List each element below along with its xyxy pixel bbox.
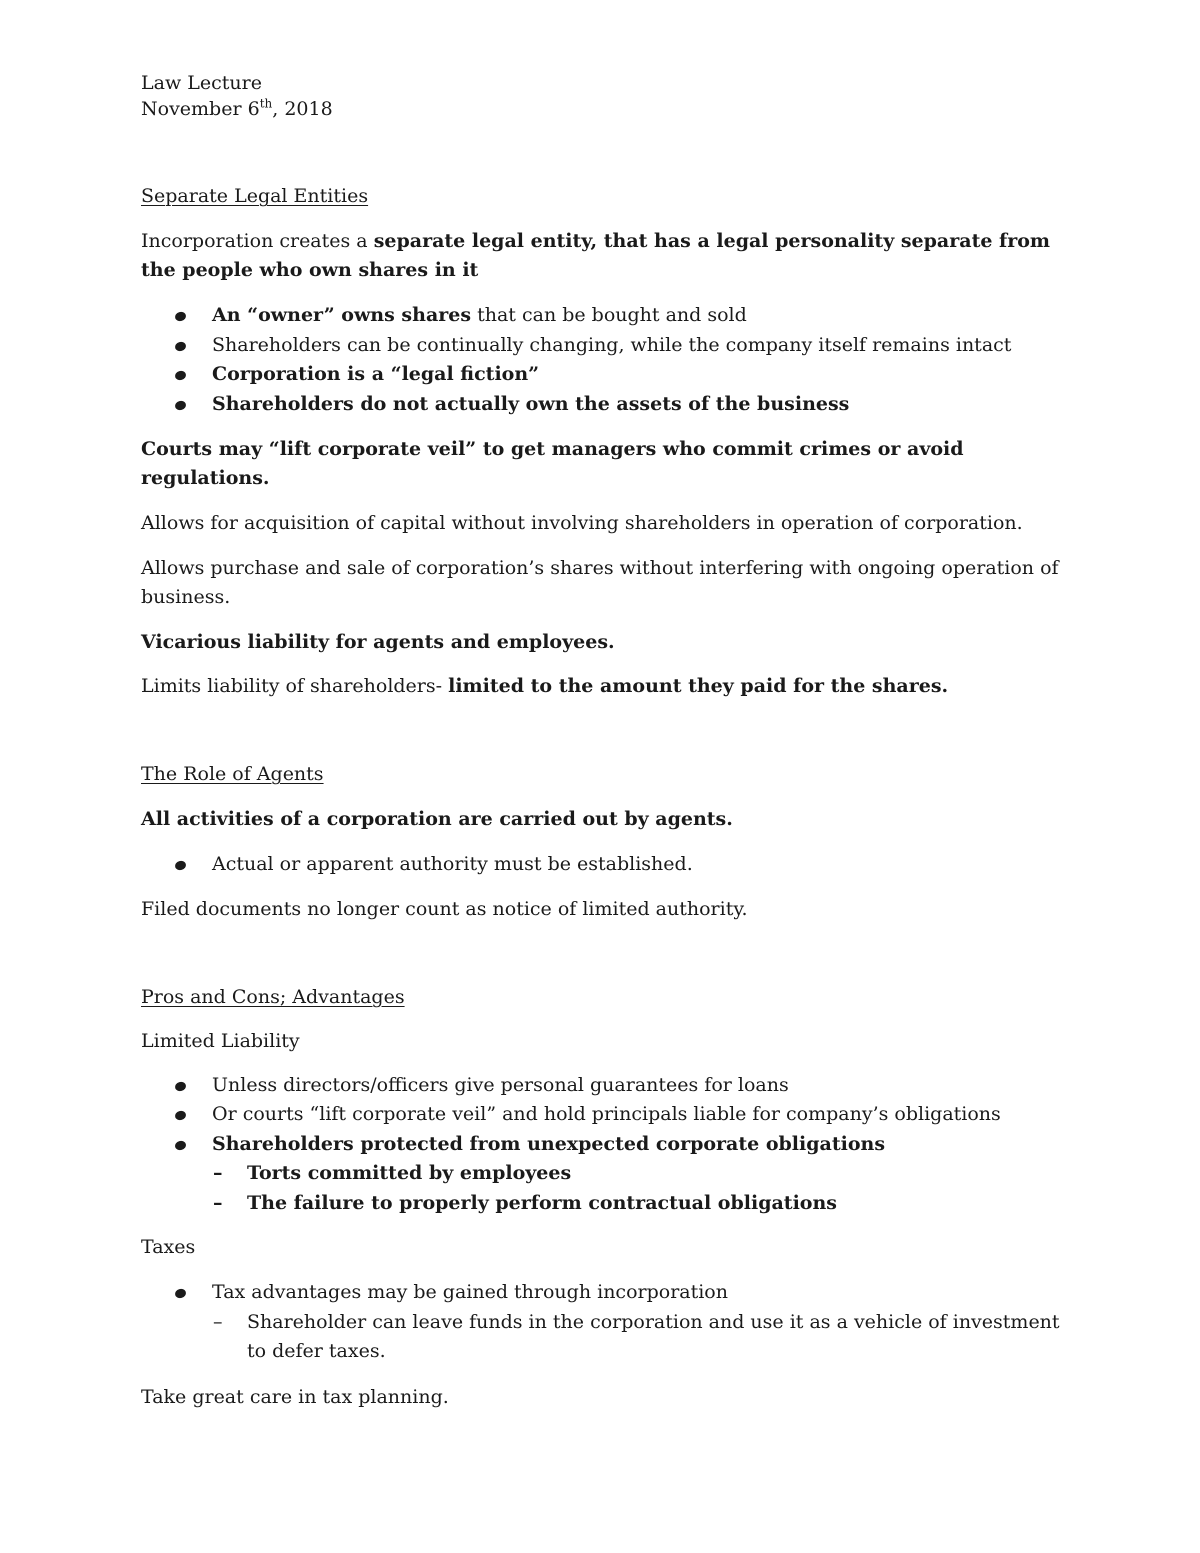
section-heading-role-of-agents: The Role of Agents (141, 763, 324, 785)
intro-plain-text: Incorporation creates a (141, 230, 374, 252)
bullet-dot-icon (174, 1080, 187, 1092)
document-page (141, 70, 1071, 1412)
bullet-bold-text: Shareholders do not actually own the assets of the business (212, 392, 850, 415)
bullet-bold-text: Shareholders protected from unexpected corporate obligations (212, 1132, 886, 1155)
agents-bullet-list (141, 850, 1071, 880)
taxes-dash-list (141, 1308, 1071, 1367)
incorporation-paragraph (141, 227, 1071, 285)
bullet-plain-text: Or courts “lift corporate veil” and hold principals liable for company’s obligations (212, 1103, 1001, 1125)
course-title: Law Lecture (141, 72, 262, 94)
limited-liability-dash-list (141, 1159, 1071, 1218)
dash-marker: – (213, 1191, 223, 1214)
bullet-bold-text: Corporation is a “legal fiction” (212, 363, 540, 385)
limits-paragraph (141, 672, 1071, 701)
list-item (141, 1130, 1071, 1160)
tax-planning-paragraph: Take great care in tax planning. (141, 1385, 449, 1408)
bullet-dot-icon (174, 1110, 187, 1122)
date-superscript: th (259, 96, 273, 111)
list-item (141, 1100, 1071, 1130)
list-item (141, 1159, 1071, 1189)
bullet-dot-icon (174, 1139, 187, 1151)
bullet-bold-text: An “owner” owns shares (212, 304, 472, 326)
limited-liability-bullet-list (141, 1071, 1071, 1160)
list-item (141, 301, 1071, 331)
dash-marker: – (213, 1162, 223, 1184)
section-heading-pros-and-cons: Pros and Cons; Advantages (141, 985, 405, 1008)
bullet-plain-text: Tax advantages may be gained through incorporation (212, 1281, 728, 1303)
taxes-bullet-list (141, 1278, 1071, 1308)
dash-marker: – (213, 1310, 223, 1333)
bullet-plain-text: Shareholders can be continually changing, while the company itself remains intact (212, 333, 1012, 356)
bullet-dot-icon (174, 399, 187, 411)
bullet-dot-icon (174, 311, 187, 323)
vicarious-paragraph: Vicarious liability for agents and employees. (141, 631, 615, 653)
agents-statement: All activities of a corporation are carried out by agents. (141, 808, 733, 830)
intro-bold-text: separate legal entity, that has a legal personality separate from the people who own shares in it (141, 230, 1051, 281)
date-suffix: , 2018 (272, 98, 333, 120)
bullet-plain-text: Actual or apparent authority must be established. (212, 853, 693, 875)
list-item (141, 1071, 1071, 1101)
bullet-dot-icon (174, 1288, 187, 1300)
lecture-date (141, 96, 1071, 122)
list-item (141, 360, 1071, 390)
purchase-paragraph: Allows purchase and sale of corporation’s shares without interfering with ongoing operation of business. (141, 557, 1059, 608)
list-item (141, 1308, 1071, 1367)
dash-item-text: Torts committed by employees (247, 1162, 572, 1184)
limits-bold-text: limited to the amount they paid for the shares. (448, 675, 949, 697)
section-heading-separate-legal-entities: Separate Legal Entities (141, 185, 369, 207)
list-item (141, 390, 1071, 420)
acquisition-paragraph: Allows for acquisition of capital without involving shareholders in operation of corporation. (141, 512, 1023, 534)
limits-plain-text: Limits liability of shareholders- (141, 675, 449, 697)
bullet-dot-icon (174, 340, 187, 352)
bullet-dot-icon (174, 860, 187, 872)
shares-bullet-list (141, 301, 1071, 419)
list-item (141, 1189, 1071, 1219)
courts-paragraph: Courts may “lift corporate veil” to get managers who commit crimes or avoid regulations. (141, 438, 964, 489)
dash-item-text: Shareholder can leave funds in the corporation and use it as a vehicle of investment to defer taxes. (247, 1310, 1060, 1362)
bullet-dot-icon (174, 370, 187, 382)
taxes-title: Taxes (141, 1236, 196, 1258)
filed-documents-paragraph: Filed documents no longer count as notice of limited authority. (141, 897, 748, 920)
limited-liability-title: Limited Liability (141, 1029, 300, 1052)
list-item (141, 331, 1071, 361)
date-prefix: November 6 (141, 98, 260, 120)
bullet-plain-text: Unless directors/officers give personal guarantees for loans (212, 1073, 789, 1096)
dash-item-text: The failure to properly perform contractual obligations (247, 1191, 837, 1214)
list-item (141, 1278, 1071, 1308)
bullet-plain-text: that can be bought and sold (471, 304, 747, 326)
list-item (141, 850, 1071, 880)
